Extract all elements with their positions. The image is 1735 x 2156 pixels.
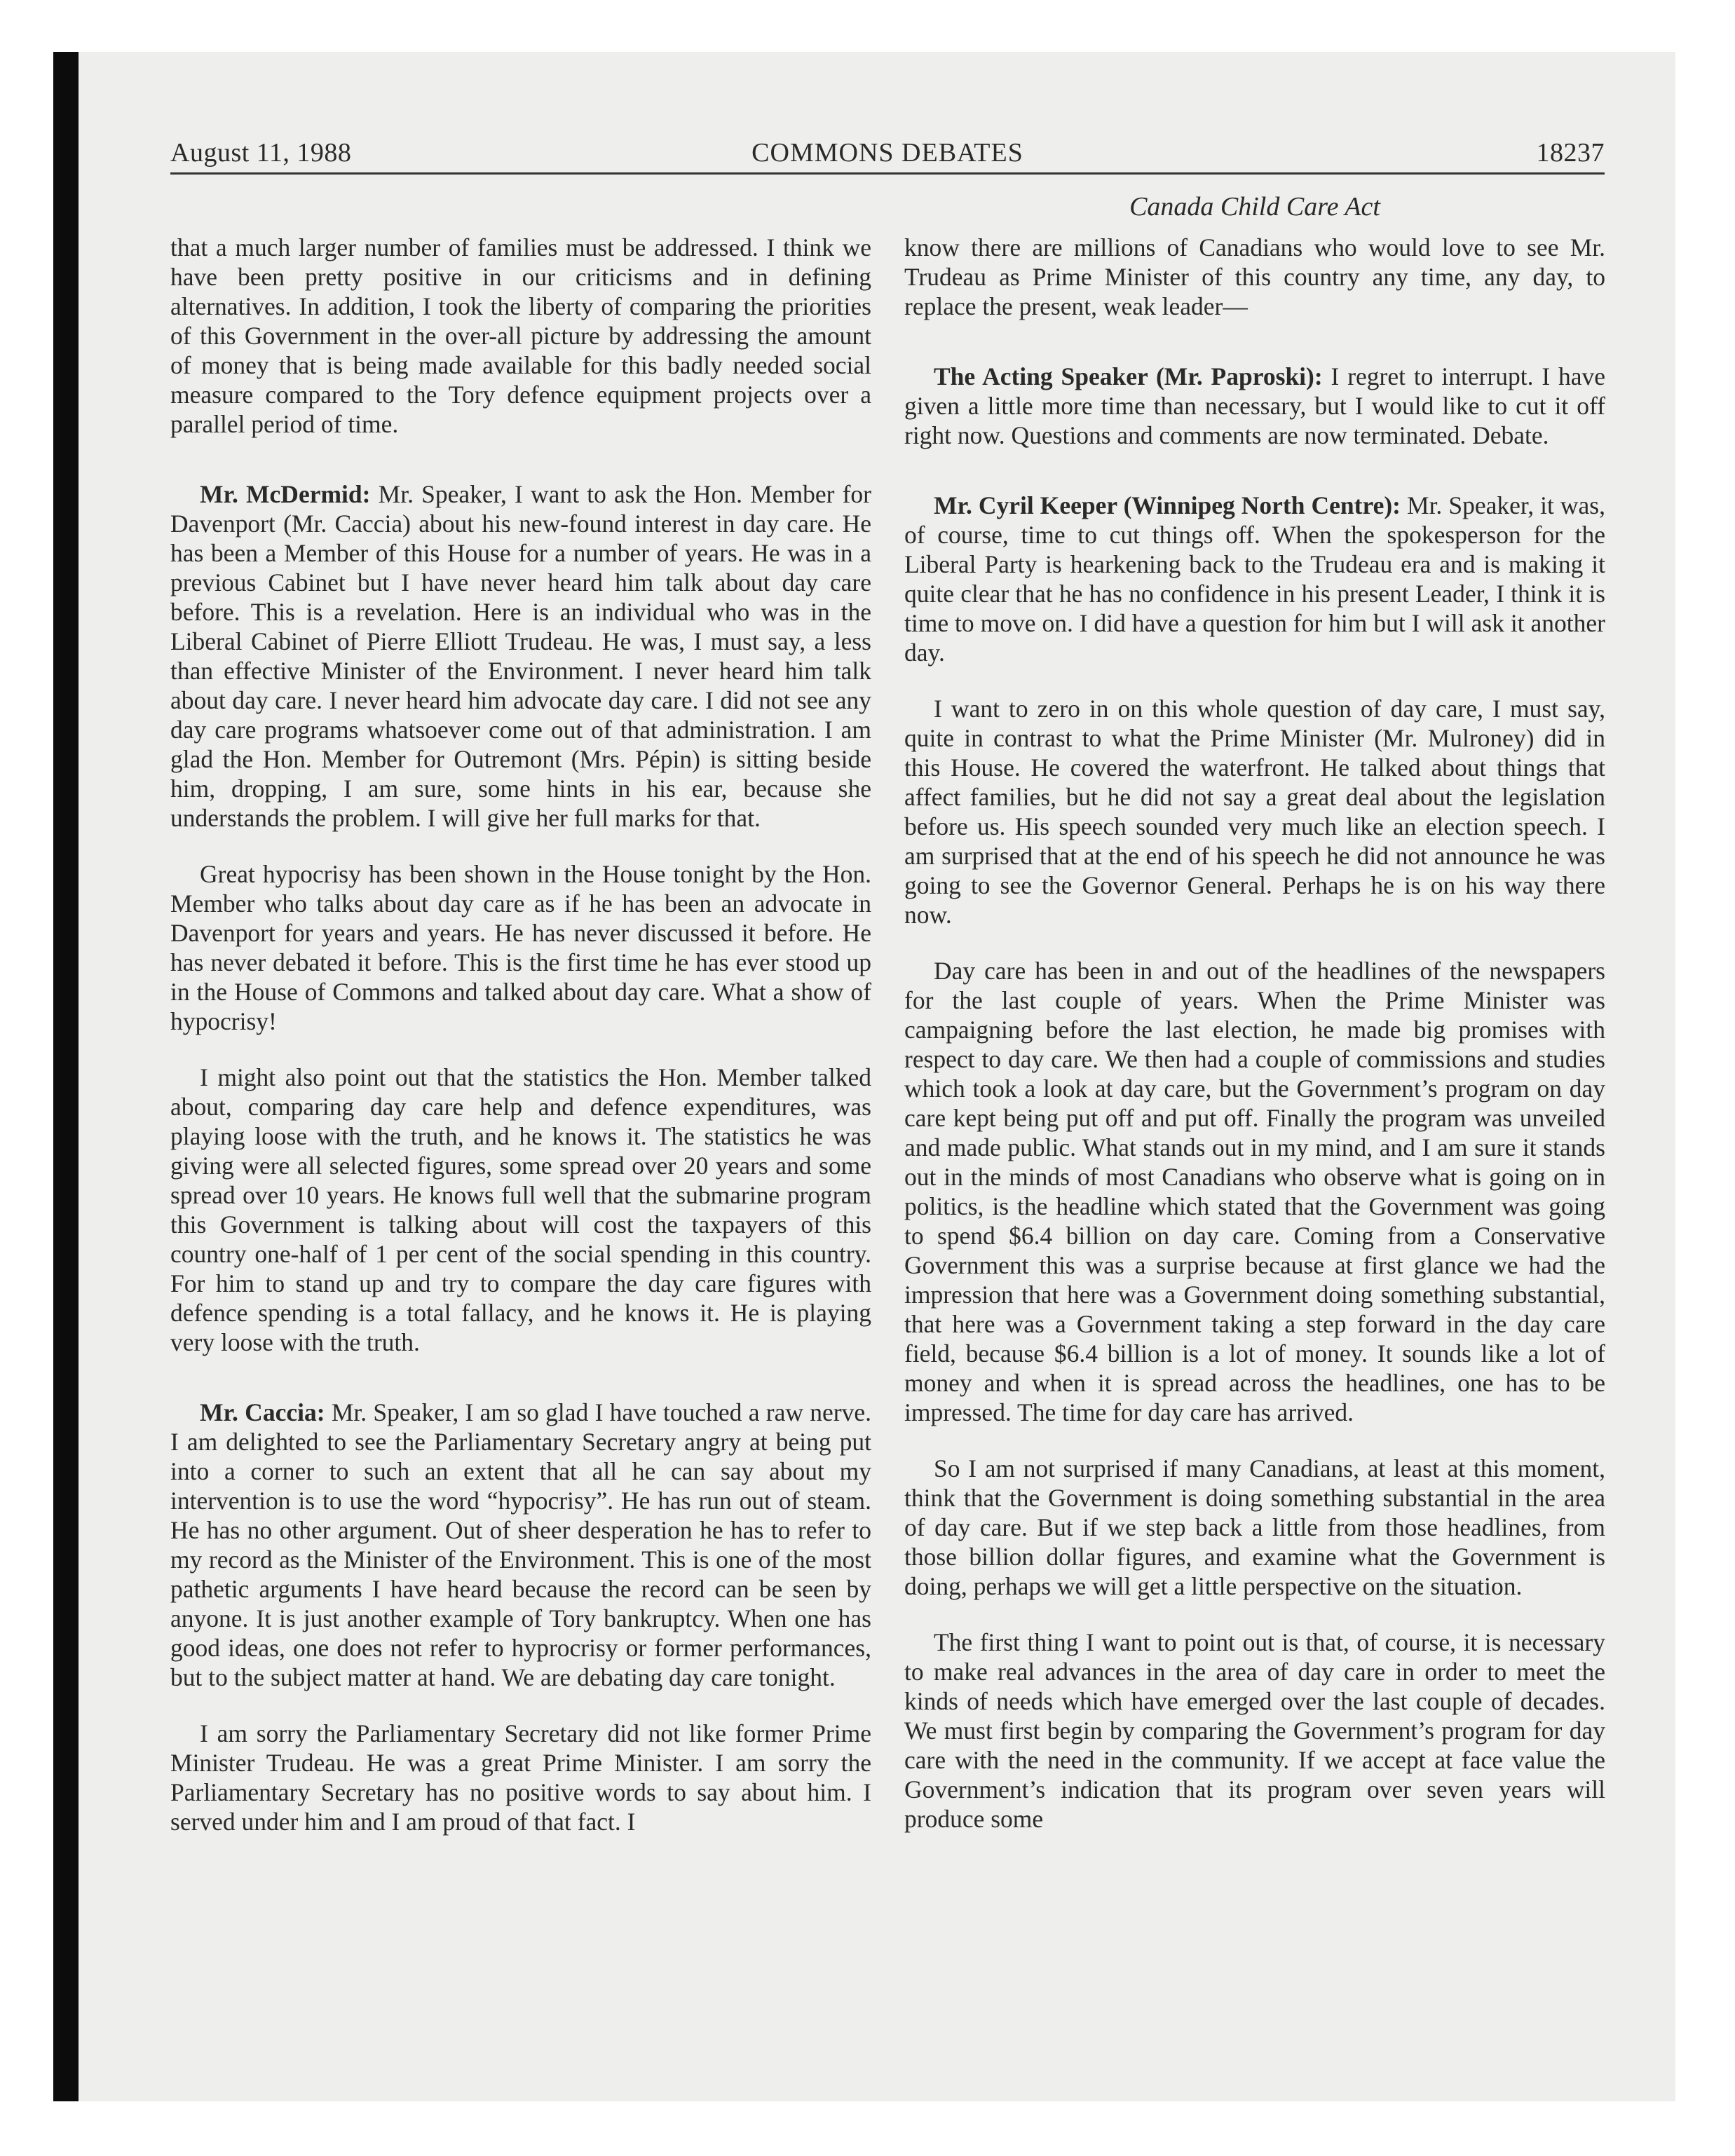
right-paragraph-6: So I am not surprised if many Canadians, at least at this moment, think that the Government is doing something substantial in the area of day care. But if we step back a little from those headlines, from those billion dollar figures, and examine what the Government is doing, perhaps we will get a little perspective on the situation. [904, 1454, 1605, 1600]
left-paragraph-2 [170, 479, 871, 833]
left-paragraph-3: Great hypocrisy has been shown in the House tonight by the Hon. Member who talks about day care as if he has been an advocate in Davenport for years and years. He has never discussed it before. He has never debated it before. This is the first time he has ever stood up in the House of Commons and talked about day care. What a show of hypocrisy! [170, 860, 871, 1035]
page-binding-edge [53, 52, 79, 2101]
left-paragraph-1: that a much larger number of families must be addressed. I think we have been pretty positive in our criticisms and in defining alternatives. In addition, I took the liberty of comparing the priorities of this Government in the over-all picture by addressing the amount of money that is being made available for this badly needed social measure compared to the Tory defence equipment projects over a parallel period of time. [170, 233, 871, 438]
left-paragraph-5 [170, 1398, 871, 1692]
left-paragraph-6: I am sorry the Parliamentary Secretary did not like former Prime Minister Trudeau. He was a great Prime Minister. I am sorry the Parliamentary Secretary has no positive words to say about him. I served under him and I am proud of that fact. I [170, 1719, 871, 1836]
left-paragraph-4: I might also point out that the statistics the Hon. Member talked about, comparing day care help and defence expenditures, was playing loose with the truth, and he knows it. The statistics he was giving were all selected figures, some spread over 20 years and some spread over 10 years. He knows full well that the submarine program this Government is talking about will cost the taxpayers of this country one-half of 1 per cent of the social spending in this country. For him to stand up and try to compare the day care figures with defence spending is a total fallacy, and he knows it. He is playing very loose with the truth. [170, 1063, 871, 1356]
left-column [170, 233, 871, 1863]
right-paragraph-1: know there are millions of Canadians who would love to see Mr. Trudeau as Prime Minister of this country any time, any day, to replace the present, weak leader— [904, 233, 1605, 320]
speech-text: Mr. Speaker, I want to ask the Hon. Member for Davenport (Mr. Caccia) about his new-found interest in day care. He has been a Member of this House for a number of years. He was in a previous Cabinet but I have never heard him talk about day care before. This is a revelation. Here is an individual who was in the Liberal Cabinet of Pierre Elliott Trudeau. He was, I must say, a less than effective Minister of the Environment. I never heard him talk about day care. I never heard him advocate day care. I did not see any day care programs whatsoever come out of that administration. I am glad the Hon. Member for Outremont (Mrs. Pépin) is sitting beside him, dropping, I am sure, some hints in his ear, because she understands the problem. I will give her full marks for that. [170, 480, 872, 832]
speaker-name: Mr. Caccia: [200, 1398, 325, 1426]
running-title: Canada Child Care Act [1129, 192, 1380, 221]
right-paragraph-5: Day care has been in and out of the headlines of the newspapers for the last couple of years. When the Prime Minister was campaigning before the last election, he made big promises with respect to day care. We then had a couple of commissions and studies which took a look at day care, but the Government’s program on day care kept being put off and put off. Finally the program was unveiled and made public. What stands out in my mind, and I am sure it stands out in the minds of most Canadians who observe what is going on in politics, is the headline which stated that the Government was going to spend $6.4 billion on day care. Coming from a Conservative Government this was a surprise because at first glance we had the impression that here was a Government doing something substantial, that here was a Government taking a step forward in the day care field, because $6.4 billion is a lot of money. It sounds like a lot of money and when it is spread across the headlines, one has to be impressed. The time for day care has arrived. [904, 957, 1605, 1426]
speaker-name: Mr. McDermid: [200, 480, 371, 508]
speech-text: I regret to interrupt. I have given a little more time than necessary, but I would like to cut it off right now. Questions and comments are now terminated. Debate. [904, 362, 1606, 449]
page-header [170, 137, 1605, 175]
speech-text: Mr. Speaker, I am so glad I have touched a raw nerve. I am delighted to see the Parliamentary Secretary angry at being put into a corner to such an extent that all he can say about my intervention is to use the word “hypocrisy”. He has run out of steam. He has no other argument. Out of sheer desperation he has to refer to my record as the Minister of the Environment. This is one of the most pathetic arguments I have heard because the record can be seen by anyone. It is just another example of Tory bankruptcy. When one has good ideas, one does not refer to hyprocrisy or former performances, but to the subject matter at hand. We are debating day care tonight. [170, 1398, 871, 1691]
speaker-name: The Acting Speaker (Mr. Paproski): [934, 362, 1323, 390]
header-page-number: 18237 [1536, 138, 1605, 168]
right-column [904, 192, 1605, 1860]
right-paragraph-4: I want to zero in on this whole question of day care, I must say, quite in contrast to what the Prime Minister (Mr. Mulroney) did in this House. He covered the waterfront. He talked about things that affect families, but he did not say a great deal about the legislation before us. His speech sounded very much like an election speech. I am surprised that at the end of his speech he did not announce he was going to see the Governor General. Perhaps he is on his way there now. [904, 695, 1605, 929]
right-paragraph-7: The first thing I want to point out is that, of course, it is necessary to make real advances in the area of day care in order to meet the kinds of needs which have emerged over the last couple of decades. We must first begin by comparing the Government’s program for day care with the need in the community. If we accept at face value the Government’s indication that its program over seven years will produce some [904, 1628, 1605, 1833]
speech-text: Mr. Speaker, it was, of course, time to cut things off. When the spokesperson for the Liberal Party is hearkening back to the Trudeau era and is making it quite clear that he has no confidence in his present Leader, I think it is time to move on. I did have a question for him but I will ask it another day. [904, 491, 1605, 667]
speaker-name: Mr. Cyril Keeper (Winnipeg North Centre): [934, 491, 1401, 519]
header-publication-title: COMMONS DEBATES [751, 138, 1023, 168]
right-paragraph-2 [904, 362, 1605, 450]
header-date: August 11, 1988 [170, 138, 352, 168]
right-paragraph-3 [904, 491, 1605, 667]
